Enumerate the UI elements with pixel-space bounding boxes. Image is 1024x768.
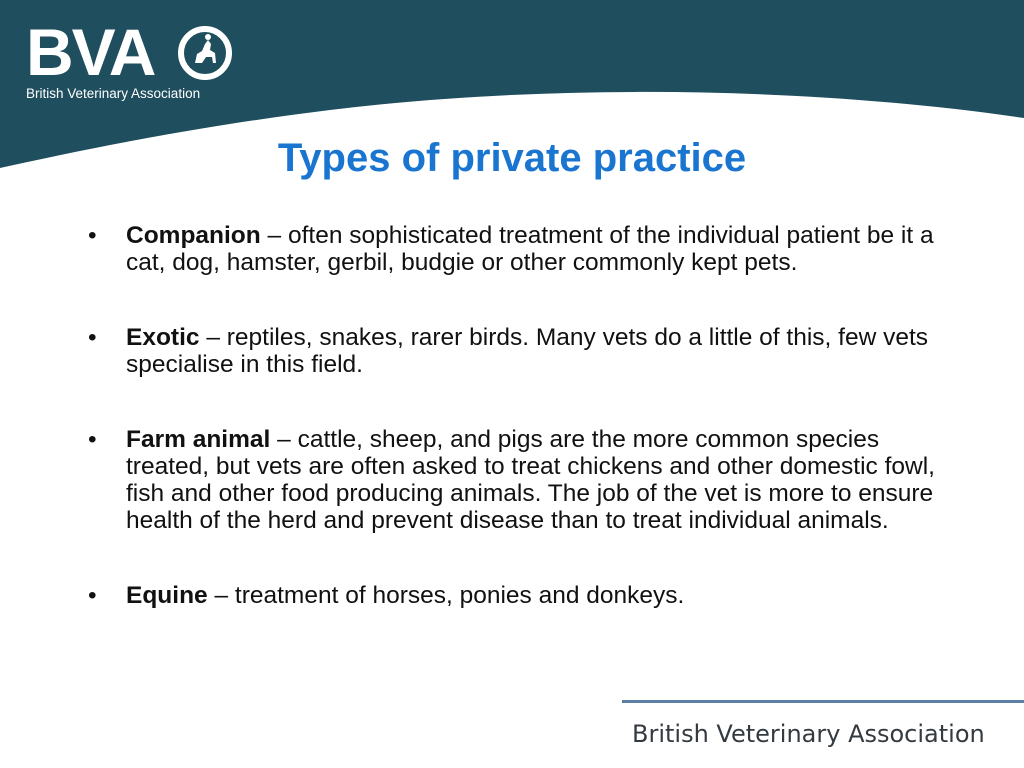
page-title: Types of private practice bbox=[277, 136, 747, 180]
bullet-text: – treatment of horses, ponies and donkeys. bbox=[207, 582, 685, 609]
horse-rider-crest-icon bbox=[178, 26, 232, 80]
list-item bbox=[88, 222, 938, 276]
bullet-dot: • bbox=[88, 222, 97, 249]
logo-subtitle: British Veterinary Association bbox=[26, 86, 201, 101]
footer-divider bbox=[622, 700, 1024, 703]
bullet-text: – reptiles, snakes, rarer birds. Many vets do a little of this, few vets specialise in this field. bbox=[126, 324, 929, 378]
list-item bbox=[88, 426, 938, 534]
bva-logo bbox=[26, 15, 201, 101]
list-item bbox=[88, 582, 938, 609]
bullet-dot: • bbox=[88, 582, 97, 609]
bullet-dot: • bbox=[88, 324, 97, 351]
bullet-term: Farm animal bbox=[126, 426, 271, 453]
list-item bbox=[88, 324, 938, 378]
bullet-text: – often sophisticated treatment of the individual patient be it a cat, dog, hamster, gerbil, budgie or other commonly kept pets. bbox=[126, 222, 934, 276]
logo-letters: BVA bbox=[26, 15, 155, 89]
bullet-dot: • bbox=[88, 426, 97, 453]
bullet-term: Companion bbox=[126, 222, 261, 249]
footer-organization-name: British Veterinary Association bbox=[632, 720, 985, 748]
bullet-list bbox=[88, 222, 938, 609]
bullet-term: Exotic bbox=[126, 324, 200, 351]
bullet-text: – cattle, sheep, and pigs are the more common species treated, but vets are often asked to treat chickens and other domestic fowl, fish and other food producing animals. The job of the vet is more to ensure health of the herd and prevent disease than to treat individual animals. bbox=[126, 426, 935, 534]
bullet-term: Equine bbox=[126, 582, 208, 609]
